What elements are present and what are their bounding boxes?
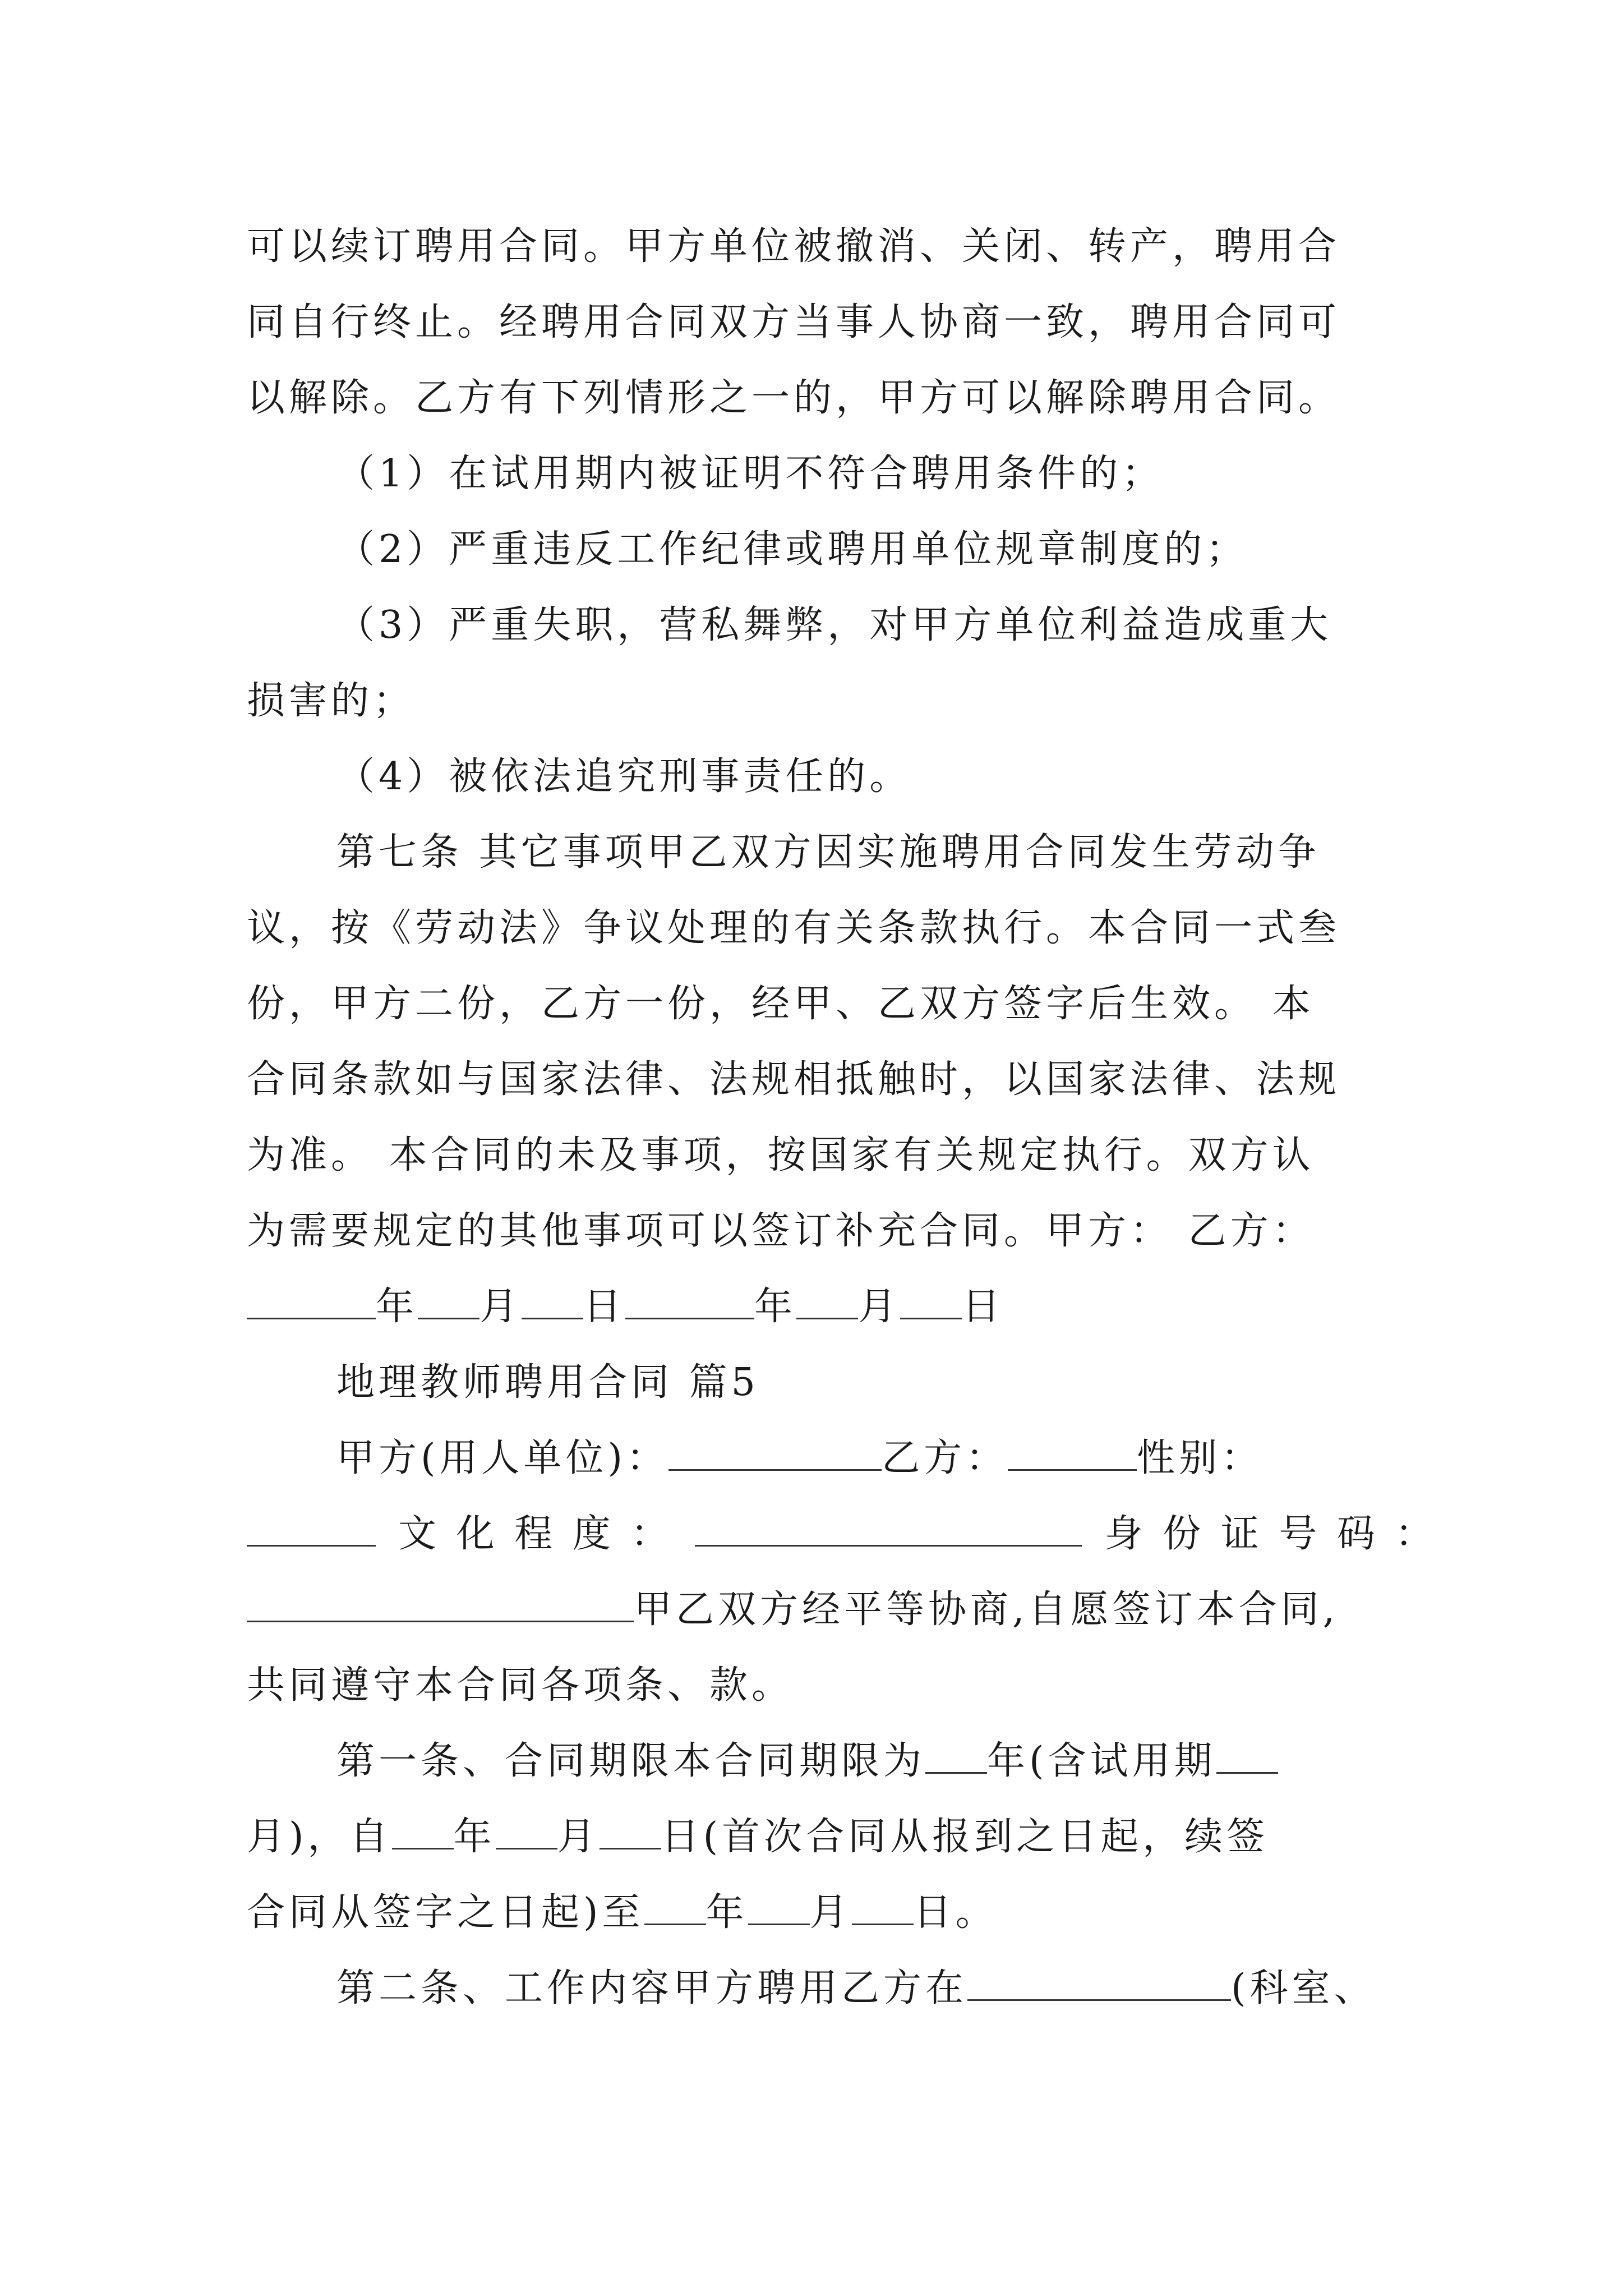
blank-field xyxy=(496,1813,557,1849)
party-a-label: 甲方(用人单位)： xyxy=(336,1436,669,1480)
blank-field xyxy=(247,1510,376,1547)
blank-field xyxy=(695,1510,1082,1547)
blank-field xyxy=(900,1283,962,1319)
blank-field xyxy=(522,1283,583,1319)
text-line: 议，按《劳动法》争议处理的有关条款执行。本合同一式叁 xyxy=(247,906,1341,950)
party-line xyxy=(336,1433,1481,1484)
term-text: 日(首次合同从报到之日起，续签 xyxy=(661,1815,1269,1859)
blank-field xyxy=(625,1283,754,1319)
list-item: （1）在试用期内被证明不符合聘用条件的； xyxy=(336,452,1164,496)
text-line: 可以续订聘用合同。甲方单位被撤消、关闭、转产，聘用合 xyxy=(247,224,1341,269)
blank-field xyxy=(392,1813,454,1849)
blank-field xyxy=(644,1889,706,1925)
work-text: 第二条、工作内容甲方聘用乙方在 xyxy=(336,1966,968,2010)
term-text: 年 xyxy=(453,1815,496,1859)
term-text: 月 xyxy=(809,1890,852,1935)
education-line xyxy=(247,1509,1437,1559)
term-text: 日。 xyxy=(913,1890,998,1935)
term-text: 合同从签字之日起)至 xyxy=(247,1890,644,1935)
party-b-label: 乙方： xyxy=(882,1436,1008,1480)
list-item: （4）被依法追究刑事责任的。 xyxy=(336,754,912,799)
text-line: 为需要规定的其他事项可以签订补充合同。甲方： 乙方： xyxy=(247,1209,1315,1253)
term-text: 年 xyxy=(706,1890,748,1935)
year-label: 年 xyxy=(376,1285,418,1329)
id-number-label: 身 份 证 号 码 ： xyxy=(1104,1512,1437,1556)
work-text: (科室、 xyxy=(1231,1966,1376,2010)
term-text: 年(含试用期 xyxy=(987,1739,1216,1783)
gender-label: 性别： xyxy=(1137,1436,1264,1480)
month-label: 月 xyxy=(858,1285,901,1329)
term-line xyxy=(247,1888,1391,1938)
day-label: 日 xyxy=(962,1285,1004,1329)
date-signature-line xyxy=(247,1282,1391,1332)
blank-field xyxy=(796,1283,858,1319)
text-line: 损害的； xyxy=(247,679,416,723)
term-text: 月)，自 xyxy=(247,1815,392,1859)
text-line: 份，甲方二份，乙方一份，经甲、乙双方签字后生效。 本 xyxy=(247,982,1315,1026)
term-text: 第一条、合同期限本合同期限为 xyxy=(336,1739,926,1783)
list-item: （3）严重失职，营私舞弊，对甲方单位利益造成重大 xyxy=(336,603,1332,647)
text-line: 以解除。乙方有下列情形之一的，甲方可以解除聘用合同。 xyxy=(247,376,1341,420)
blank-field xyxy=(1216,1737,1278,1774)
education-label: 文 化 程 度 ： xyxy=(398,1512,673,1556)
blank-field xyxy=(748,1889,810,1925)
list-item: （2）严重违反工作纪律或聘用单位规章制度的； xyxy=(336,527,1248,572)
blank-field xyxy=(668,1434,882,1471)
work-content-line xyxy=(336,1963,1481,2014)
blank-field xyxy=(247,1283,376,1319)
blank-field xyxy=(600,1813,661,1849)
term-line xyxy=(336,1736,1481,1787)
blank-field xyxy=(1008,1434,1137,1471)
blank-field xyxy=(418,1283,479,1319)
term-text: 月 xyxy=(557,1815,600,1859)
text-line: 同自行终止。经聘用合同双方当事人协商一致，聘用合同可 xyxy=(247,300,1341,344)
blank-field xyxy=(247,1586,634,1622)
text-line: 为准。 本合同的未及事项，按国家有关规定执行。双方认 xyxy=(247,1133,1315,1177)
agreement-line xyxy=(247,1585,1391,1635)
blank-field xyxy=(925,1737,987,1774)
agreement-text: 甲乙双方经平等协商,自愿签订本合同, xyxy=(634,1588,1339,1632)
day-label: 日 xyxy=(583,1285,626,1329)
section-title: 地理教师聘用合同 篇5 xyxy=(336,1360,759,1405)
year-label: 年 xyxy=(754,1285,797,1329)
term-line xyxy=(247,1812,1391,1862)
article-heading: 第七条 其它事项甲乙双方因实施聘用合同发生劳动争 xyxy=(336,830,1320,875)
text-line: 共同遵守本合同各项条、款。 xyxy=(247,1663,794,1708)
blank-field xyxy=(852,1889,914,1925)
month-label: 月 xyxy=(479,1285,522,1329)
blank-field xyxy=(967,1964,1231,2001)
text-line: 合同条款如与国家法律、法规相抵触时，以国家法律、法规 xyxy=(247,1057,1341,1102)
